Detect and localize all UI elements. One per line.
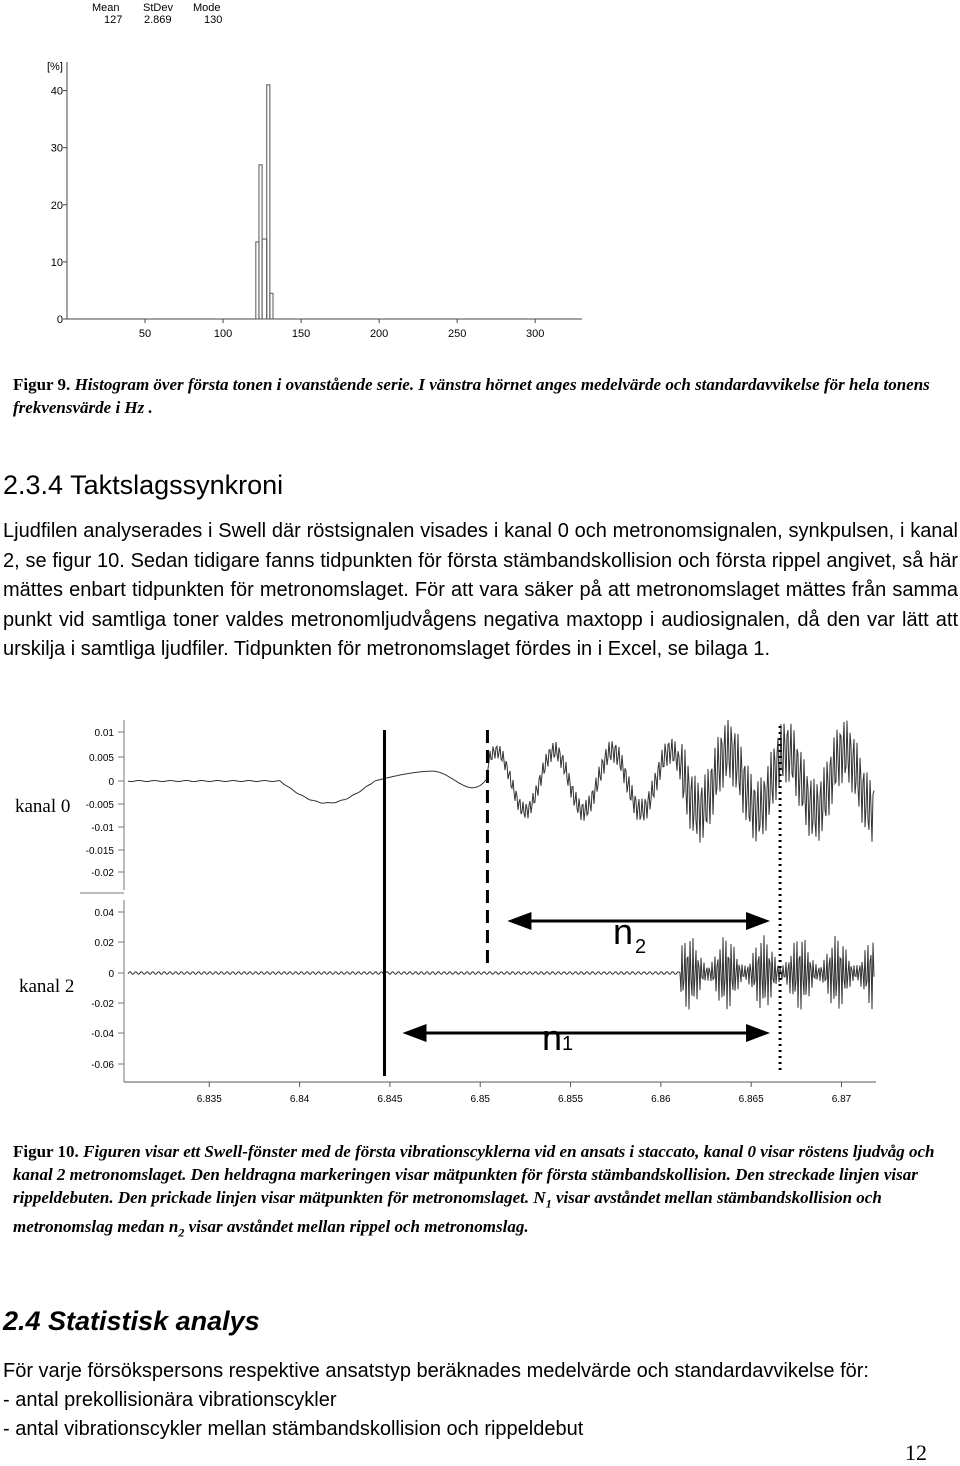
ch2-y-tick-label: 0.04 [94,908,114,919]
section-24-intro: För varje försökspersons respektive ansatstyp beräknades medelvärde och standardavvikelse för: [3,1360,869,1382]
histogram-bar [267,85,270,319]
section-24-item-2: - antal vibrationscykler mellan stämbandskollision och rippeldebut [3,1418,584,1440]
figure9-label: Figur 9. [13,375,71,394]
histogram-x-tick-label: 100 [213,328,233,340]
swell-x-tick-label: 6.845 [377,1094,403,1105]
stat-value-stdev: 2.869 [144,14,172,26]
histogram-x-tick-label: 50 [138,328,152,340]
figure10-text-2: visar avståndet mellan stämbandskollision och metronomslag medan n [13,1188,882,1237]
section-24-body [3,1357,958,1444]
histogram-y-unit: [%] [47,61,63,73]
histogram-y-tick-label: 10 [50,256,63,269]
histogram-chart [0,0,960,350]
ch0-y-tick-label: -0.01 [91,823,114,834]
ch0-y-tick-label: -0.005 [85,800,114,811]
ch2-y-tick-label: -0.04 [91,1029,114,1040]
stat-value-mean: 127 [104,14,123,26]
ch2-y-tick-label: 0.02 [94,938,114,949]
histogram-bar [262,239,267,319]
swell-x-tick-label: 6.85 [470,1094,490,1105]
n2-label: n [613,911,634,952]
n1-label: n [542,1017,563,1058]
swell-x-tick-label: 6.855 [558,1094,584,1105]
histogram-x-tick-label: 250 [447,328,467,340]
ch0-y-tick-label: 0.005 [88,753,114,764]
swell-x-tick-label: 6.86 [651,1094,671,1105]
stat-label-mean: Mean [92,2,120,14]
swell-figure [0,710,960,1120]
stat-label-stdev: StDev [143,2,173,14]
figure10-caption [13,1140,948,1245]
swell-chart [80,720,880,1115]
histogram-x-tick-label: 200 [369,328,389,340]
histogram-y-tick-label: 40 [50,85,63,98]
kanal0-label: kanal 0 [15,796,71,817]
histogram-y-tick-label: 20 [50,199,63,212]
stat-label-mode: Mode [193,2,221,14]
stat-value-mode: 130 [204,14,223,26]
section-24-item-1: - antal prekollisionära vibrationscykler [3,1389,337,1411]
figure10-text-1: Figuren visar ett Swell-fönster med de första vibrationscyklerna vid en ansats i staccato, kanal 0 visar röstens ljudvåg och kanal 2 metronomslaget. Den heldragna markeringen visar mätpunkten för första stämbandskollision. Den streckade linjen visar rippeldebuten. Den prickade linjen visar mätpunkten för metronomslaget. N [13,1142,935,1207]
section-heading-24: 2.4 Statistisk analys [3,1306,260,1336]
figure10-sub-2: 2 [178,1225,185,1240]
figure9-caption [13,373,948,419]
swell-x-tick-label: 6.835 [196,1094,222,1105]
swell-x-tick-label: 6.84 [289,1094,310,1105]
page-number: 12 [905,1440,927,1465]
ch0-y-tick-label: -0.02 [91,868,114,879]
histogram-bar [270,293,273,319]
ch2-y-tick-label: 0 [108,969,114,980]
n1-subscript: 1 [562,1033,574,1055]
ch0-y-tick-label: 0 [108,777,114,788]
figure10-sub-1: 1 [545,1196,552,1211]
figure10-text-3: visar avståndet mellan rippel och metronomslag. [184,1217,529,1237]
histogram-x-tick-label: 150 [291,328,311,340]
ch0-y-tick-label: 0.01 [94,728,114,739]
ch2-y-tick-label: -0.06 [91,1060,114,1071]
ch2-y-tick-label: -0.02 [91,999,114,1010]
swell-x-tick-label: 6.87 [831,1094,852,1105]
section-234-paragraph: Ljudfilen analyserades i Swell där röstsignalen visades i kanal 0 och metronomsignalen, synkpulsen, i kanal 2, se figur 10. Sedan tidigare fanns tidpunkten för första stämbandskollision och första rippel angivet, så här mättes enbart tidpunkten för metronomslaget. För att vara säker på att metronomslaget mättes från samma punkt vid samtliga toner valdes metronomljudvågens negativa maxtopp i audiosignalen, då den var lätt att urskilja i samtliga ljudfiler. Tidpunkten för metronomslaget fördes in i Excel, se bilaga 1. [3,520,958,660]
figure10-label: Figur 10. [13,1142,79,1161]
n2-subscript: 2 [635,936,647,958]
histogram-y-tick-label: 30 [50,142,63,155]
ch0-y-tick-label: -0.015 [85,846,114,857]
swell-x-tick-label: 6.865 [738,1094,764,1105]
swell-background [80,720,880,1082]
kanal2-label: kanal 2 [19,976,75,997]
histogram-y-tick-label: 0 [56,314,63,326]
figure9-text: Histogram över första tonen i ovanstående serie. I vänstra hörnet anges medelvärde och standardavvikelse för hela tonens frekvensvärde i Hz . [13,375,930,417]
histogram-x-tick-label: 300 [526,328,545,340]
section-heading-234: 2.3.4 Taktslagssynkroni [3,470,284,500]
